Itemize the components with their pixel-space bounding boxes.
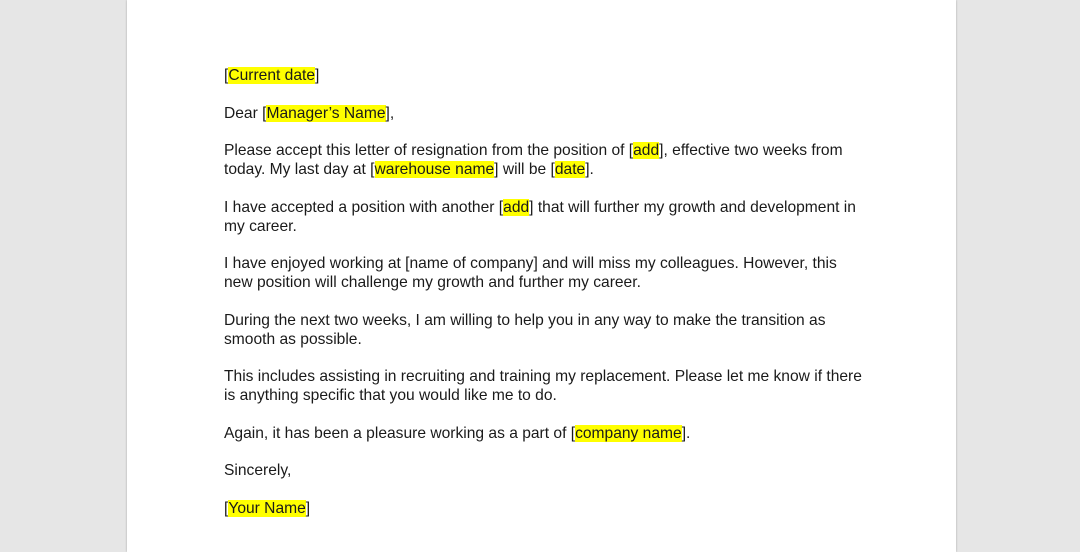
your-name-placeholder: Your Name: [228, 499, 306, 517]
paragraph-text: I have accepted a position with another [: [224, 198, 504, 216]
salutation-text: ],: [385, 104, 395, 122]
signature-line: [224, 499, 864, 518]
paragraph-text: ].: [681, 424, 691, 442]
company-name-placeholder: company name: [575, 424, 682, 442]
paragraph-text: Again, it has been a pleasure working as a part of [: [224, 424, 576, 442]
paragraph-new-position: [224, 198, 864, 236]
position-placeholder: add: [633, 142, 660, 159]
paragraph-text: ] will be [: [494, 161, 555, 178]
warehouse-name-placeholder: warehouse name: [374, 161, 495, 178]
bracket-text: [: [224, 499, 229, 517]
last-day-date-placeholder: date: [554, 161, 586, 178]
closing: Sincerely,: [224, 462, 292, 479]
paragraph-text: Please accept this letter of resignation from the position of [: [224, 142, 634, 159]
salutation: [224, 104, 864, 123]
paragraph-transition: During the next two weeks, I am willing to help you in any way to make the transition as smooth as possible.: [224, 311, 826, 348]
document-page[interactable]: [127, 0, 956, 552]
current-date-placeholder: Current date: [228, 67, 316, 84]
letter-body[interactable]: [224, 66, 864, 536]
paragraph-assistance: This includes assisting in recruiting and training my replacement. Please let me know if there is anything specific that you would like me to do.: [224, 368, 862, 404]
paragraph-text: ], effective two weeks from today. My last day at [: [224, 142, 843, 178]
bracket-text: ]: [305, 499, 311, 517]
bracket-text: [: [224, 67, 229, 84]
paragraph-resignation: [224, 141, 864, 179]
paragraph-enjoyed-working: I have enjoyed working at [name of company] and will miss my colleagues. However, this new position will challenge my growth and further my career.: [224, 255, 837, 291]
manager-name-placeholder: Manager’s Name: [266, 104, 386, 122]
date-line: [224, 66, 864, 85]
paragraph-pleasure: [224, 424, 864, 443]
bracket-text: ]: [315, 67, 320, 84]
salutation-text: Dear [: [224, 104, 267, 122]
paragraph-text: ].: [585, 161, 594, 178]
paragraph-text: ] that will further my growth and development in my career.: [224, 198, 856, 235]
company-type-placeholder: add: [503, 198, 530, 216]
